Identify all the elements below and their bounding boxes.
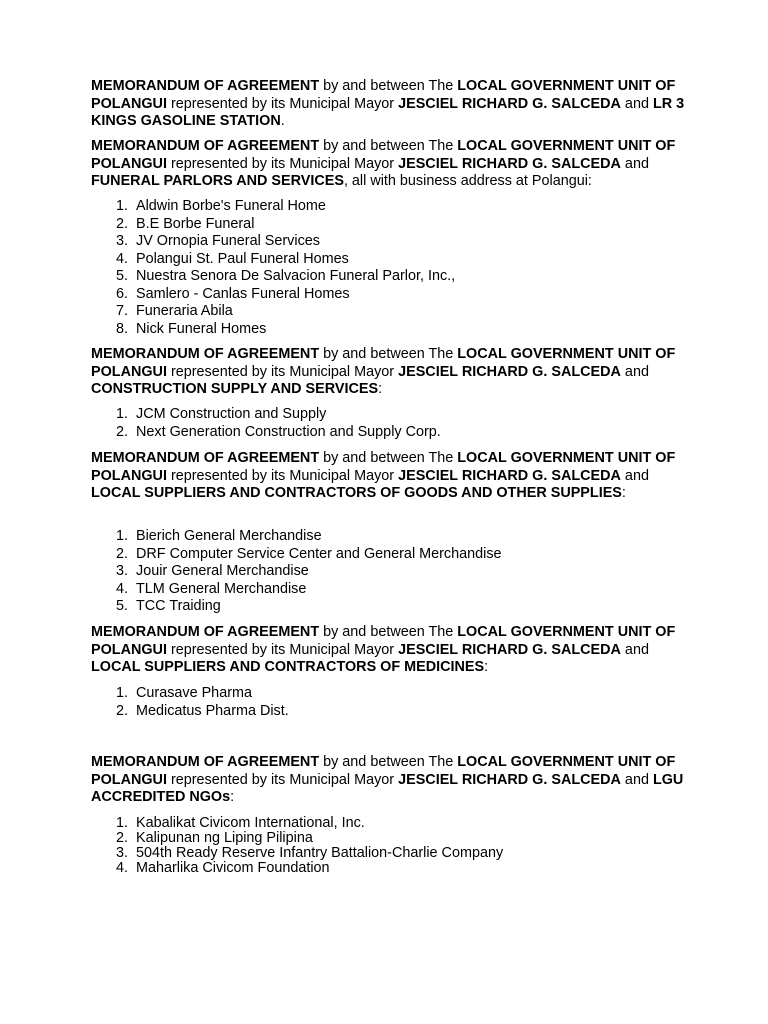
list-number: 3. — [115, 233, 128, 249]
moa-text: and — [620, 641, 649, 658]
ngo-list — [106, 816, 503, 876]
list-item — [106, 546, 502, 564]
list-number: 1. — [115, 528, 128, 544]
list-item — [106, 406, 441, 424]
list-item — [106, 286, 455, 304]
list-number: 4. — [115, 580, 128, 597]
mayor-name: JESCIEL RICHARD G. SALCEDA — [398, 155, 621, 172]
list-item-text: Nick Funeral Homes — [136, 320, 267, 337]
lgu-name: LOCAL GOVERNMENT UNIT OF POLANGUI — [91, 450, 676, 484]
list-number: 5. — [115, 598, 128, 614]
moa-text: , all with business address at Polangui: — [343, 173, 592, 189]
list-item-text: Polangui St. Paul Funeral Homes — [136, 250, 349, 267]
list-number: 7. — [115, 303, 128, 319]
moa-text: and — [620, 155, 649, 172]
funeral-parlor-list — [106, 198, 455, 338]
lgu-name: LOCAL GOVERNMENT UNIT OF POLANGUI — [91, 138, 676, 172]
moa-heading: MEMORANDUM OF AGREEMENT — [91, 450, 320, 466]
list-item-text: Samlero - Canlas Funeral Homes — [136, 285, 350, 302]
list-item — [106, 424, 441, 442]
list-item — [106, 816, 503, 831]
party-name: LGU ACCREDITED NGOs — [91, 771, 684, 805]
list-item — [106, 251, 455, 269]
medicine-supplier-list — [106, 685, 289, 720]
list-number: 8. — [115, 320, 128, 337]
list-number: 2. — [115, 702, 128, 719]
party-name: LOCAL SUPPLIERS AND CONTRACTORS OF MEDICINES — [91, 659, 485, 675]
list-item — [106, 528, 502, 546]
list-number: 2. — [115, 423, 128, 440]
list-item — [106, 216, 455, 234]
list-item — [106, 598, 502, 616]
moa-text: represented by its Municipal Mayor — [166, 467, 399, 484]
list-item — [106, 233, 455, 251]
list-item — [106, 563, 502, 581]
list-item-text: Kabalikat Civicom International, Inc. — [136, 815, 365, 831]
moa-text: . — [280, 113, 285, 129]
mayor-name: JESCIEL RICHARD G. SALCEDA — [398, 641, 621, 658]
list-item — [106, 846, 503, 861]
list-item — [106, 831, 503, 846]
lgu-name: LOCAL GOVERNMENT UNIT OF POLANGUI — [91, 78, 676, 112]
list-item-text: JCM Construction and Supply — [136, 406, 327, 422]
list-number: 6. — [115, 285, 128, 302]
list-item-text: Next Generation Construction and Supply Corp. — [136, 423, 441, 440]
list-number: 1. — [115, 815, 128, 831]
moa-heading: MEMORANDUM OF AGREEMENT — [91, 78, 320, 94]
moa-paragraph — [91, 78, 691, 131]
list-item-text: Funeraria Abila — [136, 303, 233, 319]
list-number: 2. — [115, 215, 128, 232]
moa-paragraph — [91, 138, 691, 191]
list-number: 5. — [115, 268, 128, 284]
list-item-text: Kalipunan ng Liping Pilipina — [136, 830, 313, 846]
mayor-name: JESCIEL RICHARD G. SALCEDA — [398, 467, 621, 484]
lgu-name: LOCAL GOVERNMENT UNIT OF POLANGUI — [91, 754, 676, 788]
moa-text: : — [484, 659, 489, 675]
mayor-name: JESCIEL RICHARD G. SALCEDA — [398, 363, 621, 380]
construction-supply-list — [106, 406, 441, 441]
list-number: 1. — [115, 198, 128, 214]
moa-text: by and between The — [319, 624, 458, 640]
mayor-name: JESCIEL RICHARD G. SALCEDA — [398, 771, 621, 788]
list-number: 1. — [115, 685, 128, 701]
moa-text: and — [620, 771, 653, 788]
party-name: CONSTRUCTION SUPPLY AND SERVICES — [91, 381, 379, 397]
list-item — [106, 581, 502, 599]
moa-text: by and between The — [319, 138, 458, 154]
list-item-text: Curasave Pharma — [136, 685, 252, 701]
list-number: 4. — [115, 250, 128, 267]
list-item-text: JV Ornopia Funeral Services — [136, 233, 320, 249]
party-name: FUNERAL PARLORS AND SERVICES — [91, 173, 344, 189]
list-item-text: 504th Ready Reserve Infantry Battalion-Charlie Company — [136, 845, 504, 861]
list-number: 2. — [115, 830, 128, 846]
moa-text: represented by its Municipal Mayor — [166, 771, 399, 788]
list-number: 2. — [115, 545, 128, 562]
list-item-text: Jouir General Merchandise — [136, 563, 309, 579]
mayor-name: JESCIEL RICHARD G. SALCEDA — [398, 95, 621, 112]
list-item-text: Bierich General Merchandise — [136, 528, 322, 544]
list-number: 3. — [115, 563, 128, 579]
moa-text: by and between The — [319, 78, 458, 94]
list-number: 1. — [115, 406, 128, 422]
party-name: LOCAL SUPPLIERS AND CONTRACTORS OF GOODS AND OTHER SUPPLIES — [91, 485, 622, 501]
moa-text: and — [620, 467, 649, 484]
list-item-text: B.E Borbe Funeral — [136, 215, 255, 232]
moa-text: represented by its Municipal Mayor — [166, 95, 399, 112]
moa-text: by and between The — [319, 754, 458, 770]
list-item-text: TLM General Merchandise — [136, 580, 307, 597]
moa-text: represented by its Municipal Mayor — [166, 363, 399, 380]
moa-text: : — [230, 789, 235, 805]
list-item — [106, 198, 455, 216]
moa-paragraph — [91, 754, 691, 807]
list-number: 4. — [115, 860, 128, 876]
party-name: LR 3 KINGS GASOLINE STATION — [91, 95, 685, 129]
list-item — [106, 861, 503, 876]
list-item — [106, 268, 455, 286]
list-item-text: TCC Traiding — [136, 598, 221, 614]
list-item-text: Medicatus Pharma Dist. — [136, 702, 289, 719]
lgu-name: LOCAL GOVERNMENT UNIT OF POLANGUI — [91, 346, 676, 380]
moa-paragraph — [91, 450, 691, 503]
list-item — [106, 685, 289, 703]
list-item — [106, 303, 455, 321]
moa-paragraph — [91, 624, 691, 677]
lgu-name: LOCAL GOVERNMENT UNIT OF POLANGUI — [91, 624, 676, 658]
list-item-text: DRF Computer Service Center and General Merchandise — [136, 545, 502, 562]
moa-text: and — [620, 363, 649, 380]
list-item-text: Maharlika Civicom Foundation — [136, 860, 330, 876]
moa-text: represented by its Municipal Mayor — [166, 641, 399, 658]
moa-text: : — [621, 485, 626, 501]
moa-heading: MEMORANDUM OF AGREEMENT — [91, 624, 320, 640]
list-item — [106, 321, 455, 339]
list-number: 3. — [115, 845, 128, 861]
list-item-text: Nuestra Senora De Salvacion Funeral Parlor, Inc., — [136, 268, 456, 284]
goods-supplier-list — [106, 528, 502, 616]
moa-text: : — [378, 381, 383, 397]
moa-text: represented by its Municipal Mayor — [166, 155, 399, 172]
list-item-text: Aldwin Borbe's Funeral Home — [136, 198, 326, 214]
moa-heading: MEMORANDUM OF AGREEMENT — [91, 346, 320, 362]
moa-paragraph — [91, 346, 691, 399]
moa-heading: MEMORANDUM OF AGREEMENT — [91, 138, 320, 154]
moa-text: by and between The — [319, 346, 458, 362]
moa-text: and — [620, 95, 653, 112]
list-item — [106, 703, 289, 721]
moa-text: by and between The — [319, 450, 458, 466]
moa-heading: MEMORANDUM OF AGREEMENT — [91, 754, 320, 770]
